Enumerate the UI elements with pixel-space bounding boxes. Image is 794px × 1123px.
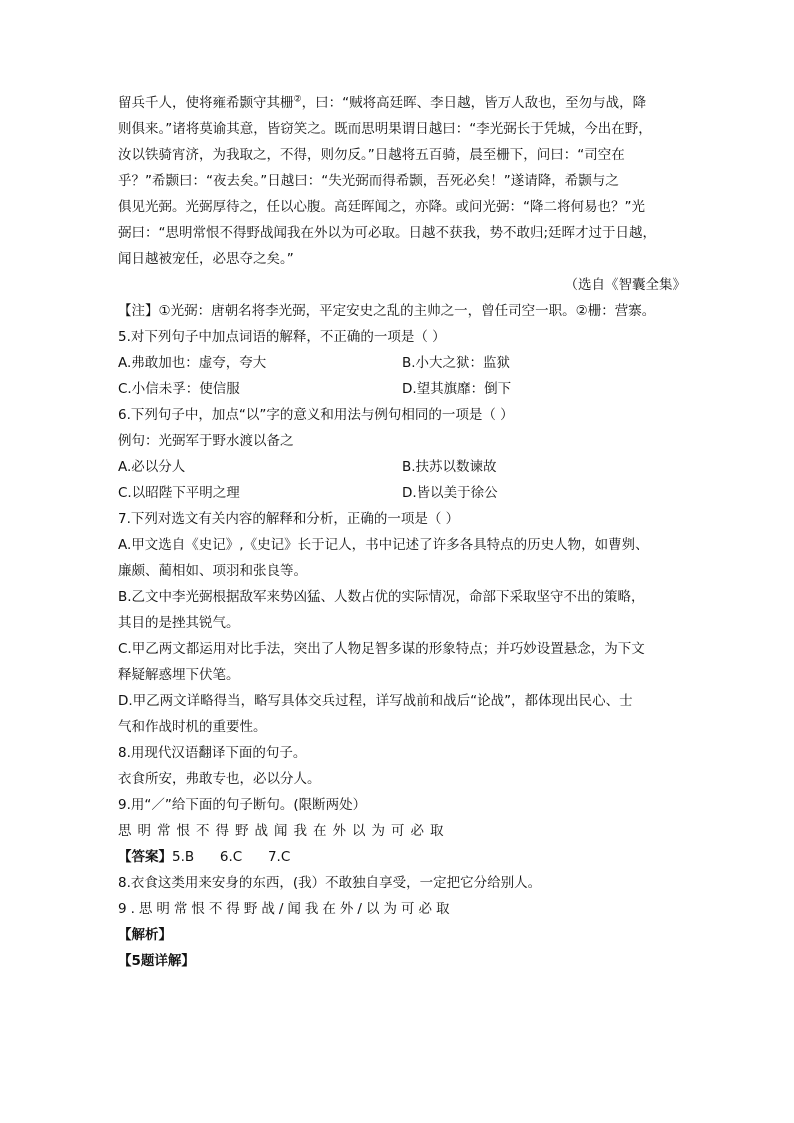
passage-line	[118, 90, 686, 116]
option-b: B.乙文中李光弼根据敌军来势凶猛、人数占优的实际情况，命部下采取坚守不出的策略，	[118, 589, 645, 605]
question-5-options	[118, 350, 686, 376]
question-8-sentence: 衣食所安，弗敢专也，必以分人。	[118, 771, 321, 787]
option-d: D.甲乙两文详略得当，略写具体交兵过程，详写战前和战后“论战”，都体现出民心、士	[118, 693, 633, 709]
question-5-stem: 5.对下列句子中加点词语的解释，不正确的一项是（ ）	[118, 329, 446, 345]
question-8-stem: 8.用现代汉语翻译下面的句子。	[118, 745, 307, 761]
answer-9: 9.思明常恨不得野战/闻我在外/以为可必取	[118, 901, 454, 917]
passage-source: （选自《智囊全集》	[564, 277, 686, 293]
passage-text: ，曰：“贼将高廷晖、李日越，皆万人敌也，至勿与战，降	[301, 95, 647, 111]
analysis-label: 【解析】	[118, 927, 172, 943]
answer-label: 【答案】	[118, 849, 172, 865]
analysis-q5-label: 【5题详解】	[118, 953, 195, 969]
passage-line: 俱见光弼。光弼厚待之，任以心腹。高廷晖闻之，亦降。或问光弼：“降二将何易也？”光	[118, 199, 645, 215]
passage-line: 弼曰：“思明常恨不得野战闻我在外以为可必取。日越不获我，势不敢归;廷晖才过于日越，	[118, 225, 657, 241]
option-c: C.甲乙两文都运用对比手法，突出了人物足智多谋的形象特点；并巧妙设置悬念，为下文	[118, 641, 645, 657]
question-9-stem: 9.用“／”给下面的句子断句。(限断两处）	[118, 797, 367, 813]
answer-choices: 5.B 6.C 7.C	[172, 849, 291, 865]
question-6-stem: 6.下列句子中，加点“以”字的意义和用法与例句相同的一项是（ ）	[118, 407, 514, 423]
passage-line: 则俱来。”诸将莫谕其意，皆窃笑之。既而思明果谓日越曰：“李光弼长于凭城，今出在野，	[118, 121, 652, 137]
answer-8: 8.衣食这类用来安身的东西，(我）不敢独自享受，一定把它分给别人。	[118, 875, 542, 891]
option-d: D.望其旗靡：倒下	[402, 381, 512, 397]
option-a-cont: 廉颇、蔺相如、项羽和张良等。	[118, 563, 307, 579]
passage-line: 闻日越被宠任，必思夺之矣。”	[118, 251, 294, 267]
option-d-cont: 气和作战时机的重要性。	[118, 719, 267, 735]
passage-text: 留兵千人，使将雍希颢守其栅	[118, 95, 294, 111]
question-9-sentence: 思明常恨不得野战闻我在外以为可必取	[118, 823, 450, 839]
question-7-stem: 7.下列对选文有关内容的解释和分析，正确的一项是（ ）	[118, 511, 460, 527]
question-6-example: 例句：光弼军于野水渡以备之	[118, 433, 294, 449]
passage-line: 汝以铁骑宵济，为我取之，不得，则勿反。”日越将五百骑，晨至栅下，问曰：“司空在	[118, 147, 625, 163]
option-d: D.皆以美于徐公	[402, 485, 498, 501]
option-b: B.小大之狱：监狱	[402, 355, 511, 371]
option-a: A.弗敢加也：虚夸，夸大	[118, 355, 267, 371]
question-5-options	[118, 376, 686, 402]
option-c: C.以昭陛下平明之理	[118, 485, 240, 501]
passage-note: 【注】①光弼：唐朝名将李光弼，平定安史之乱的主帅之一，曾任司空一职。②栅：营寨。	[118, 303, 656, 319]
footnote-marker: ②	[293, 94, 302, 105]
option-a: A.必以分人	[118, 459, 186, 475]
question-6-options	[118, 454, 686, 480]
document-page	[118, 90, 686, 974]
passage-line: 乎？”希颢曰：“夜去矣。”日越曰：“失光弼而得希颢，吾死必矣！”遂请降，希颢与之	[118, 173, 619, 189]
option-b-cont: 其目的是挫其锐气。	[118, 615, 240, 631]
option-a: A.甲文选自《史记》,《史记》长于记人，书中记述了许多各具特点的历史人物，如曹刿、	[118, 537, 649, 553]
option-c: C.小信未孚：使信服	[118, 381, 240, 397]
question-6-options	[118, 480, 686, 506]
answer-line	[118, 844, 686, 870]
option-b: B.扶苏以数谏故	[402, 459, 497, 475]
option-c-cont: 释疑解惑埋下伏笔。	[118, 667, 240, 683]
